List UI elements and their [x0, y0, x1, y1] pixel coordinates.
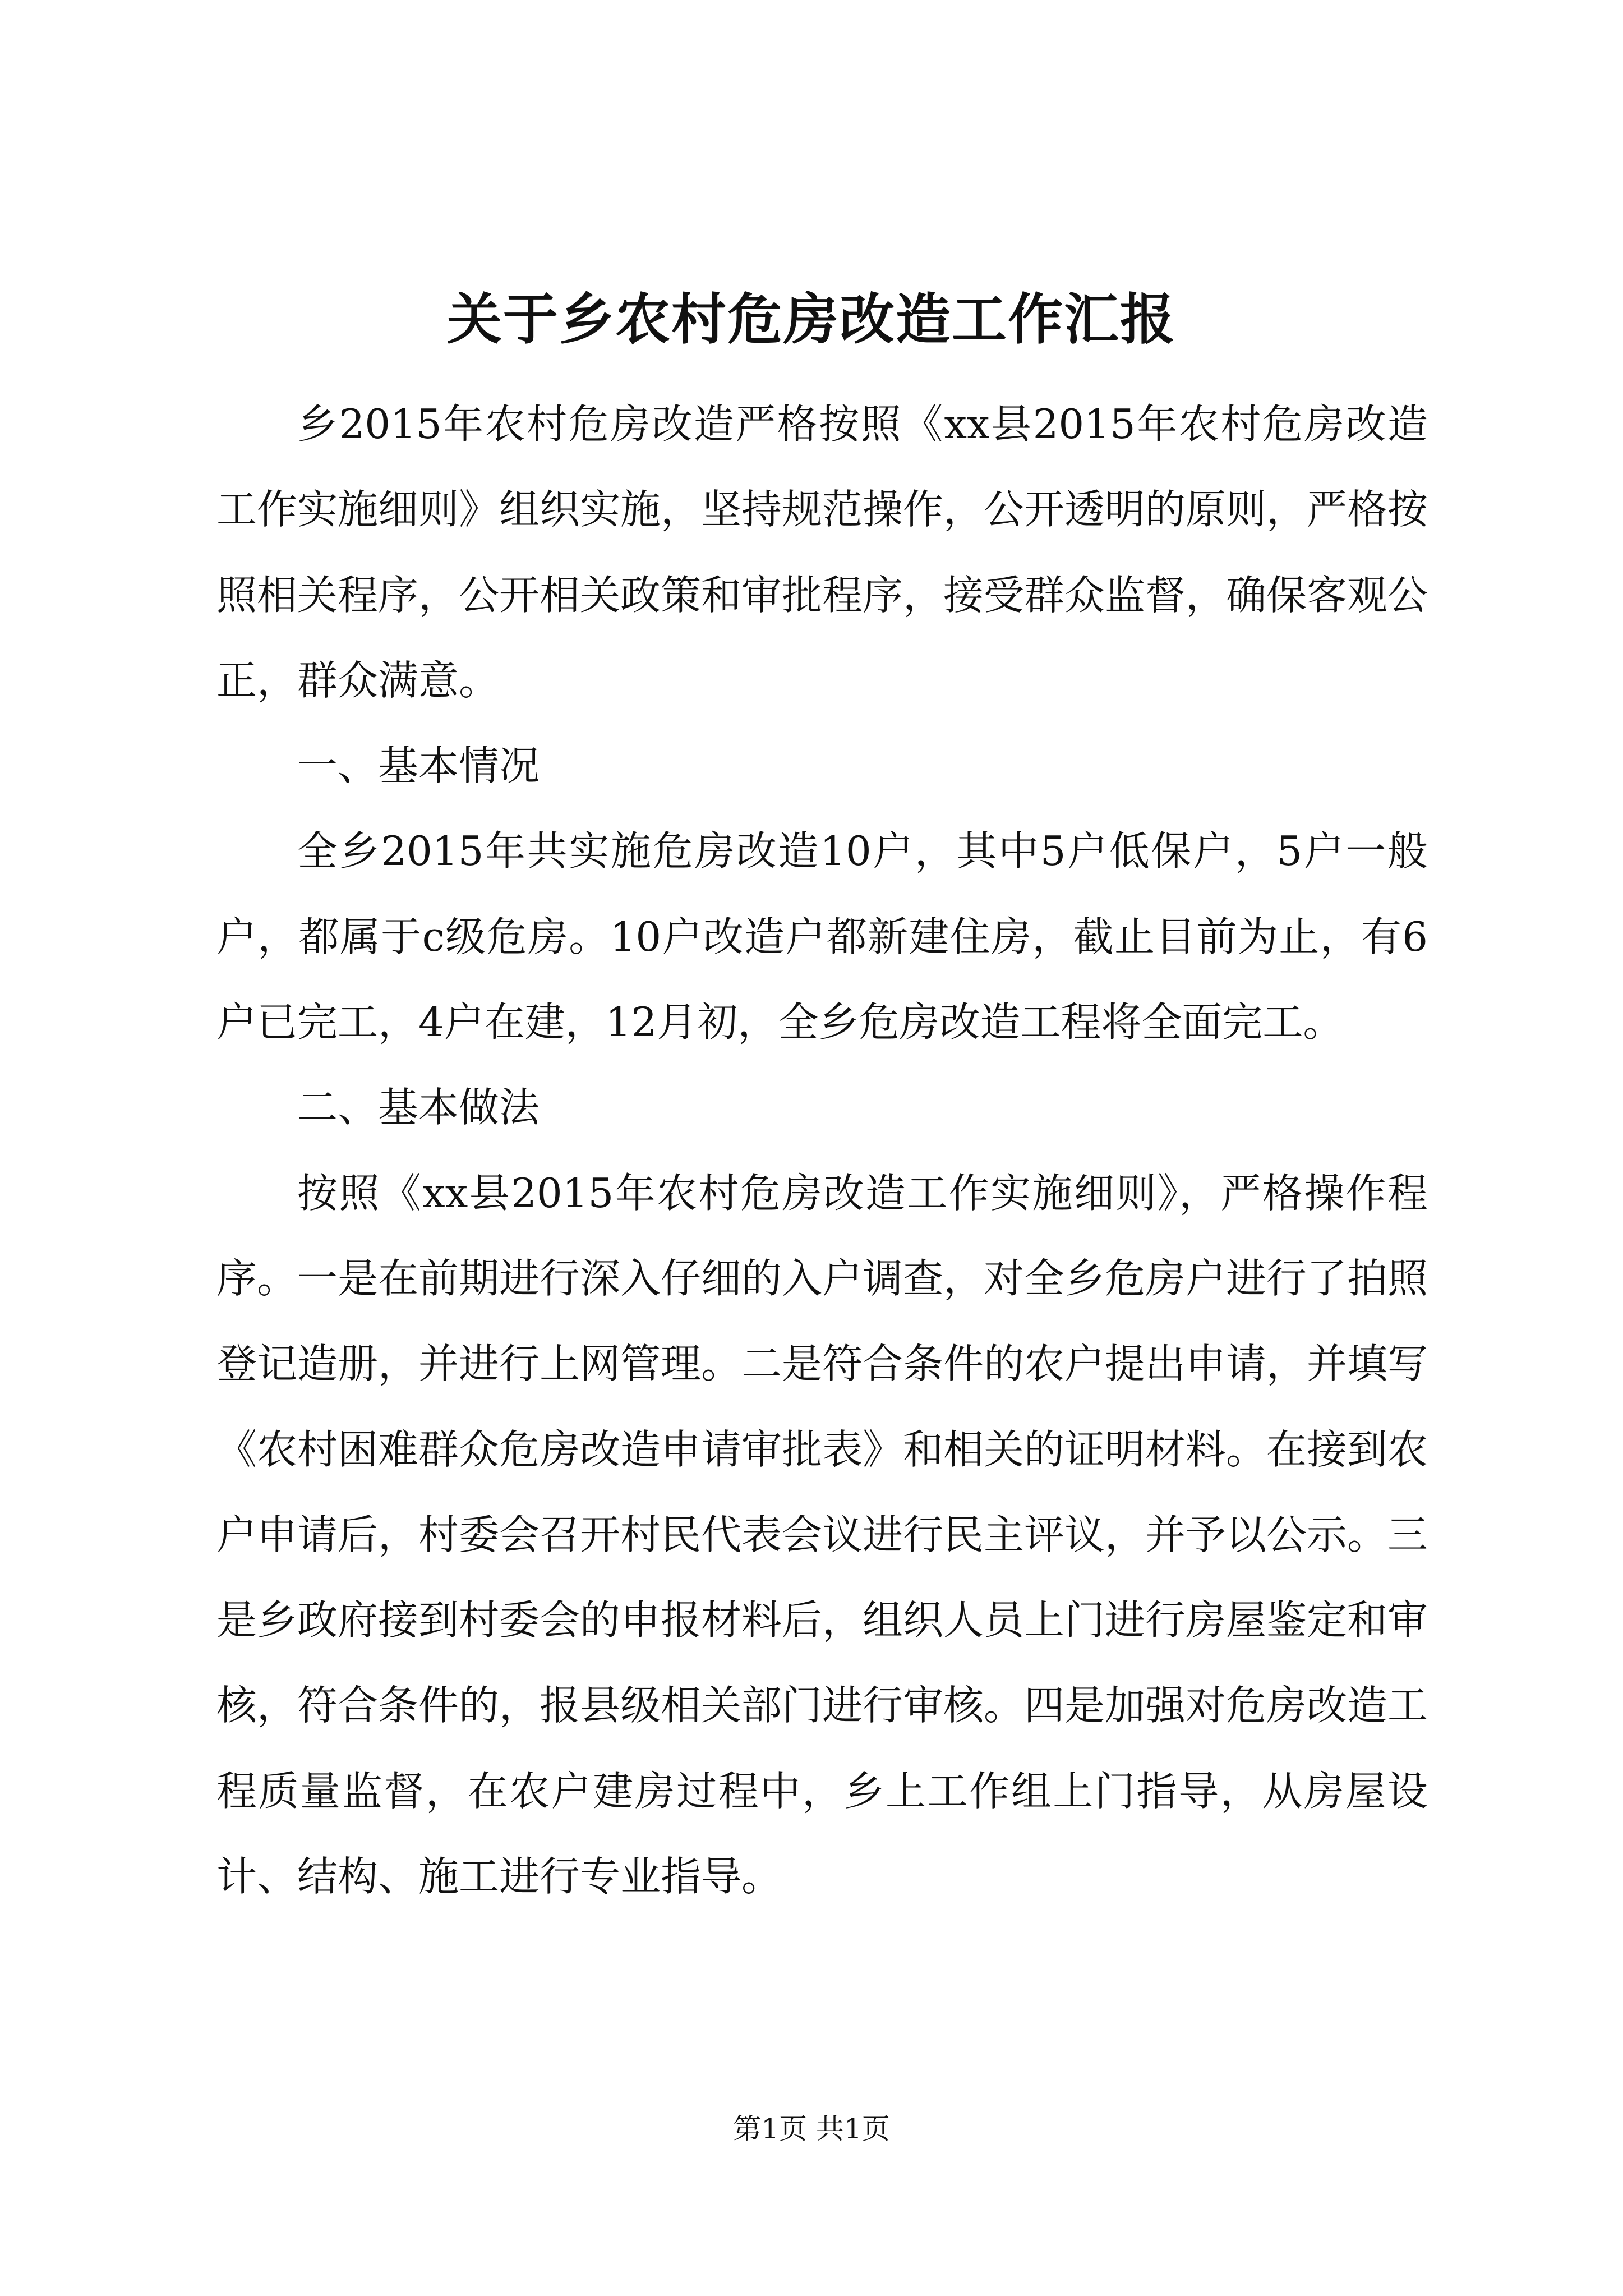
section-heading-basic-situation: 一、基本情况 [297, 742, 540, 790]
document-body [216, 381, 1428, 1919]
document-title: 关于乡农村危房改造工作汇报 [446, 287, 1176, 352]
section-heading-basic-practice: 二、基本做法 [297, 1084, 540, 1131]
basic-situation-paragraph: 全乡2015年共实施危房改造10户，其中5户低保户，5户一般户，都属于c级危房。10户改造户都新建住房，截止目前为止，有6户已完工，4户在建，12月初，全乡危房改造工程将全面完工。 [216, 827, 1428, 1046]
intro-paragraph: 乡2015年农村危房改造严格按照《xx县2015年农村危房改造工作实施细则》组织实施，坚持规范操作，公开透明的原则，严格按照相关程序，公开相关政策和审批程序，接受群众监督，确保客观公正，群众满意。 [216, 401, 1428, 704]
basic-practice-paragraph: 按照《xx县2015年农村危房改造工作实施细则》，严格操作程序。一是在前期进行深入仔细的入户调查，对全乡危房户进行了拍照登记造册，并进行上网管理。二是符合条件的农户提出申请，并填写《农村困难群众危房改造申请审批表》和相关的证明材料。在接到农户申请后，村委会召开村民代表会议进行民主评议，并予以公示。三是乡政府接到村委会的申报材料后，组织人员上门进行房屋鉴定和审核，符合条件的，报县级相关部门进行审核。四是加强对危房改造工程质量监督，在农户建房过程中，乡上工作组上门指导，从房屋设计、结构、施工进行专业指导。 [216, 1169, 1428, 1901]
page-footer: 第1页 共1页 [733, 2113, 890, 2145]
